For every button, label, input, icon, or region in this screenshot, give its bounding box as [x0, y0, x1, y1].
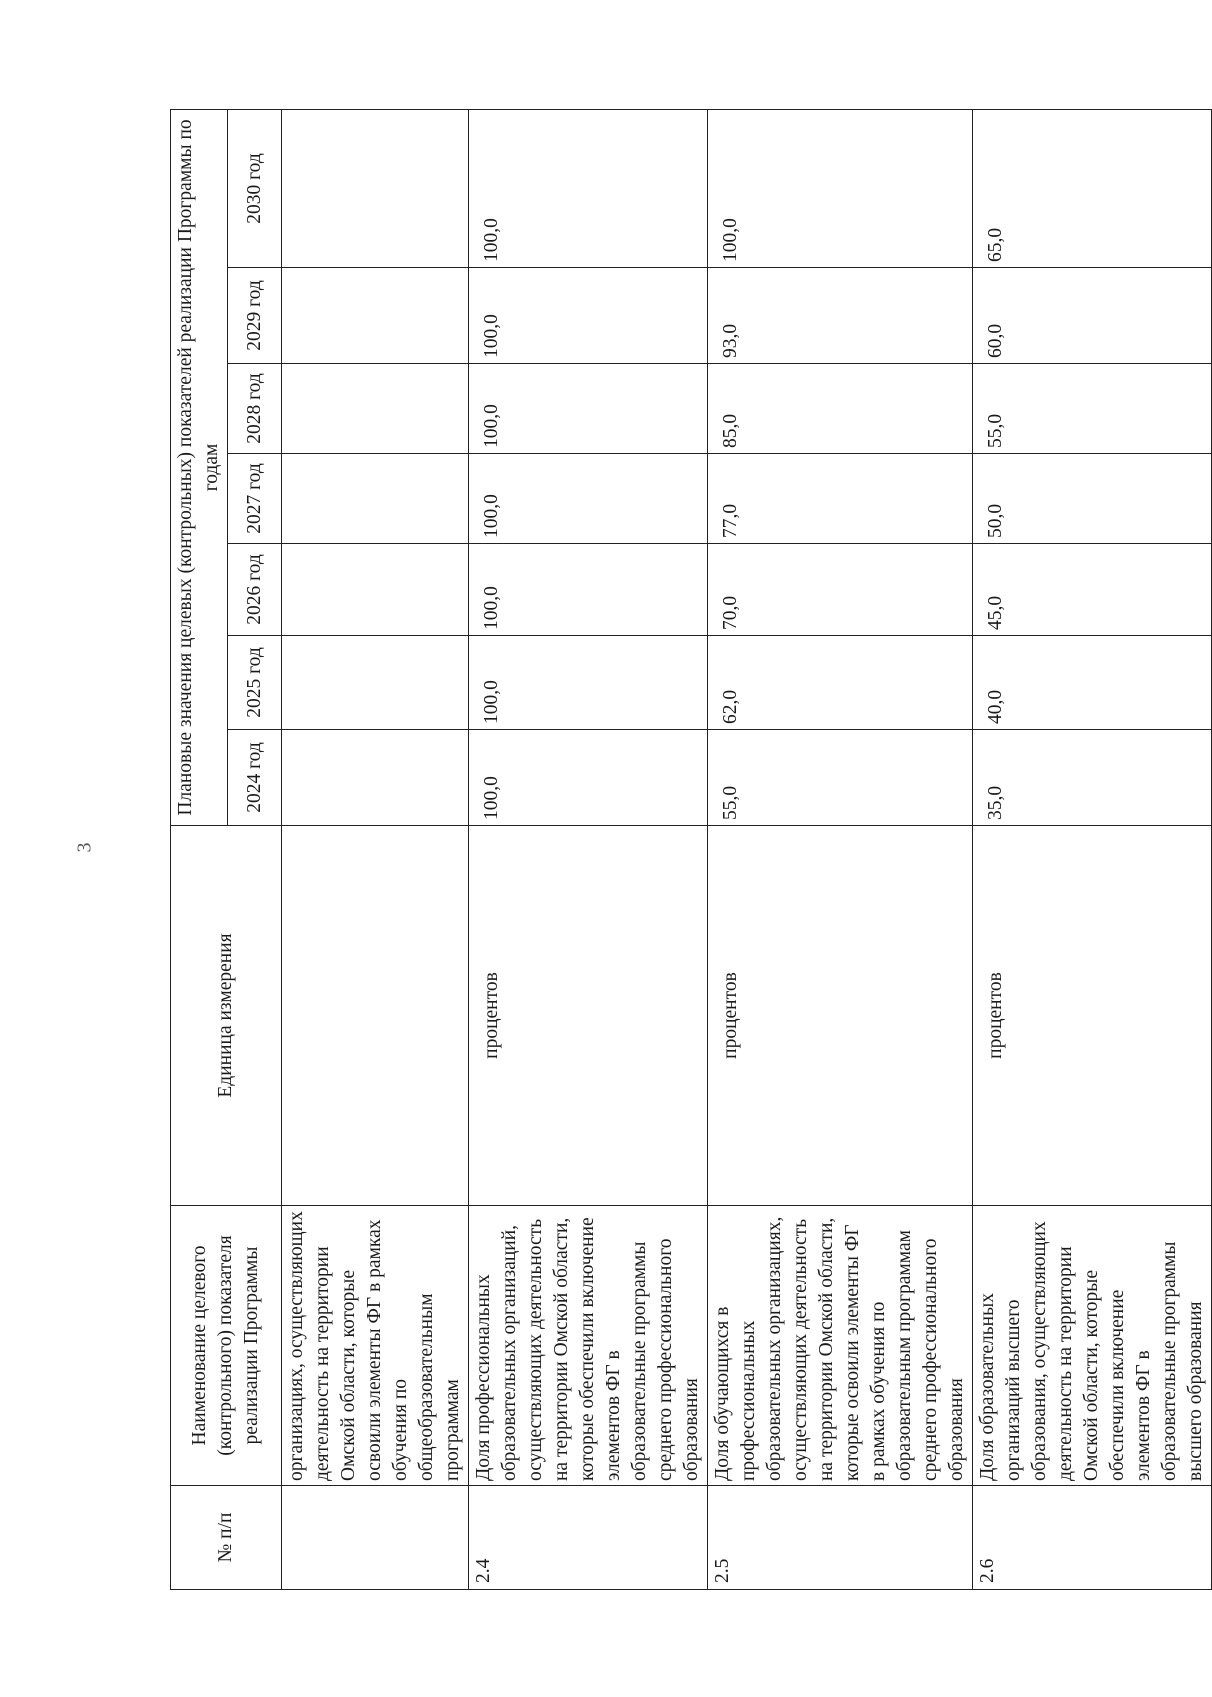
row-name: организациях, осуществляющих деятельность на территории Омской области, которые освоили элементы ФГ в рамках обучения по общеобразовательным программам — [282, 1206, 469, 1486]
indicators-table-rotated — [170, 110, 1206, 1590]
row-value: 62,0 — [708, 636, 973, 730]
row-value — [282, 364, 469, 454]
row-num: 2.6 — [973, 1486, 1212, 1590]
indicators-table — [170, 109, 1212, 1590]
row-value — [282, 454, 469, 544]
row-unit: процентов — [708, 826, 973, 1206]
row-name: Доля обучающихся в профессиональных образовательных организациях, осуществляющих деятельность на территории Омской области, которые освоили элементы ФГ в рамках обучения по образовательным программам среднего профессионального образования — [708, 1206, 973, 1486]
header-name: Наименование целевого (контрольного) показателя реализации Программы — [171, 1206, 282, 1486]
table-row — [708, 109, 973, 1589]
row-value: 100,0 — [469, 109, 708, 267]
row-value: 55,0 — [708, 730, 973, 826]
row-value — [282, 268, 469, 364]
row-value: 100,0 — [469, 544, 708, 636]
row-name: Доля образовательных организаций высшего образования, осуществляющих деятельность на территории Омской области, которые обеспечили включение элементов ФГ в образовательные программы высшего образования — [973, 1206, 1212, 1486]
row-value: 45,0 — [973, 544, 1212, 636]
row-num: 2.5 — [708, 1486, 973, 1590]
row-value — [282, 730, 469, 826]
table-header — [171, 109, 282, 1589]
header-year: 2030 год — [228, 109, 282, 267]
table-row — [282, 109, 469, 1589]
table-row — [469, 109, 708, 1589]
row-value: 65,0 — [973, 109, 1212, 267]
row-num: 2.4 — [469, 1486, 708, 1590]
row-value: 100,0 — [469, 730, 708, 826]
row-name: Доля профессиональных образовательных организаций, осуществляющих деятельность на территории Омской области, которые обеспечили включение элементов ФГ в образовательные программы среднего профессионального образования — [469, 1206, 708, 1486]
row-value: 100,0 — [469, 268, 708, 364]
row-value: 70,0 — [708, 544, 973, 636]
row-value: 77,0 — [708, 454, 973, 544]
header-unit: Единица измерения — [171, 826, 282, 1206]
row-value: 100,0 — [469, 454, 708, 544]
row-unit: процентов — [469, 826, 708, 1206]
row-value — [282, 636, 469, 730]
row-value: 85,0 — [708, 364, 973, 454]
row-value: 50,0 — [973, 454, 1212, 544]
row-value: 100,0 — [469, 636, 708, 730]
row-value: 55,0 — [973, 364, 1212, 454]
header-plan: Плановые значения целевых (контрольных) показателей реализации Программы по годам — [171, 109, 228, 825]
page-number: 3 — [73, 842, 96, 853]
row-num — [282, 1486, 469, 1590]
row-unit — [282, 826, 469, 1206]
row-value — [282, 544, 469, 636]
header-year: 2024 год — [228, 730, 282, 826]
row-value: 60,0 — [973, 268, 1212, 364]
header-year: 2029 год — [228, 268, 282, 364]
row-value: 100,0 — [469, 364, 708, 454]
row-value — [282, 109, 469, 267]
row-value: 40,0 — [973, 636, 1212, 730]
header-year: 2028 год — [228, 364, 282, 454]
header-year: 2027 год — [228, 454, 282, 544]
header-year: 2025 год — [228, 636, 282, 730]
header-num: № п/п — [171, 1486, 282, 1590]
row-value: 35,0 — [973, 730, 1212, 826]
row-value: 93,0 — [708, 268, 973, 364]
row-unit: процентов — [973, 826, 1212, 1206]
row-value: 100,0 — [708, 109, 973, 267]
table-row — [973, 109, 1212, 1589]
header-year: 2026 год — [228, 544, 282, 636]
